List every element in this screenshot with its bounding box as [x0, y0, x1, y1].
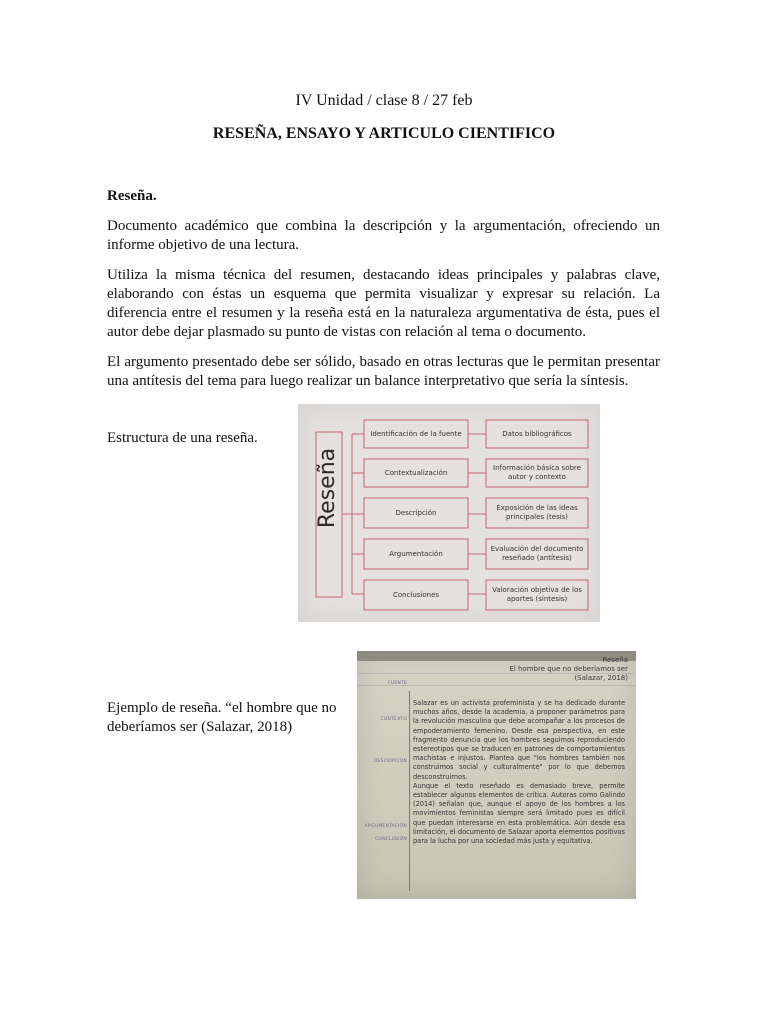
diagram-left-node: Identificación de la fuente	[370, 430, 462, 438]
diagram-left-node: Contextualización	[384, 469, 448, 477]
diagram-left-node: Argumentación	[389, 550, 443, 558]
side-label-argumentacion: ARGUMENTACIÓN	[364, 824, 407, 829]
example-body-text: Salazar es un activista profeminista y se ha dedicado durante muchos años, desde la academia, a proponer parámetros para la revolución masculina que debe acompañar a los procesos de empoderamiento femenino. Desde esa perspectiva, en este fragmento denuncia que los hombres seguimos reproduciendo estereotipos que se traducen en patrones de comportamientos machistas e injustos. Plantea que "los hombres también nos construimos social y culturalmente" por lo que debemos desconstruirnos. Aunque el texto reseñado es demasiado breve, permite establecer algunos elementos de crítica. Autoras como Galindo (2014) señalan que, aunque el apoyo de los hombres a los movimientos feministas siempre será limitado pues es difícil que puedan interesarse en esta problemática. Aún desde esa limitación, el documento de Salazar aporta elementos positivos para la lucha por una sociedad más justa y equitativa.	[413, 699, 625, 846]
section-heading-resena: Reseña.	[107, 188, 157, 204]
paragraph-argument: El argumento presentado debe ser sólido, basado en otras lecturas que le permitan presentar una antítesis del tema para luego realizar un balance interpretativo que sería la síntesis.	[107, 354, 660, 389]
diagram-right-node: Exposición de las ideas principales (tesis)	[496, 504, 578, 521]
diagram-left-node: Conclusiones	[392, 591, 440, 599]
paragraph-technique: Utiliza la misma técnica del resumen, destacando ideas principales y palabras clave, elaborando con éstas un esquema que permita visualizar y expresar su relación. La diferencia entre el resumen y la reseña está en la naturaleza argumentativa de ésta, pues el autor debe dejar plasmado su punto de vistas con relación al tema o documento.	[107, 267, 660, 340]
margin-rule	[409, 691, 410, 891]
diagram-left-node: Descripción	[395, 509, 437, 517]
side-label-descripcion: DESCRIPCIÓN	[373, 759, 407, 764]
unit-date-line: IV Unidad / clase 8 / 27 feb	[295, 92, 473, 109]
diagram-right-node: Datos bibliográficos	[502, 430, 572, 438]
resena-structure-diagram	[298, 404, 600, 622]
example-header: Reseña El hombre que no deberíamos ser (Salazar, 2018)	[509, 656, 628, 682]
diagram-right-node: Información básica sobre autor y contexto	[493, 464, 581, 481]
diagram-root-label: Reseña	[314, 447, 340, 529]
side-label-conclusion: CONCLUSIÓN	[375, 837, 407, 842]
side-label-contexto: CONTEXTO	[380, 717, 407, 722]
structure-caption: Estructura de una reseña.	[107, 430, 258, 446]
page-title: RESEÑA, ENSAYO Y ARTICULO CIENTIFICO	[212, 125, 556, 142]
example-caption: Ejemplo de reseña. “el hombre que no deberíamos ser (Salazar, 2018)	[107, 700, 337, 735]
side-label-fuente: FUENTE	[388, 681, 407, 686]
diagram-right-node: Evaluación del documento reseñado (antítesis)	[490, 545, 584, 562]
resena-example-photo	[357, 651, 636, 899]
paragraph-definition: Documento académico que combina la descripción y la argumentación, ofreciendo un informe objetivo de una lectura.	[107, 218, 660, 253]
diagram-right-node: Valoración objetiva de los aportes (síntesis)	[492, 586, 582, 603]
